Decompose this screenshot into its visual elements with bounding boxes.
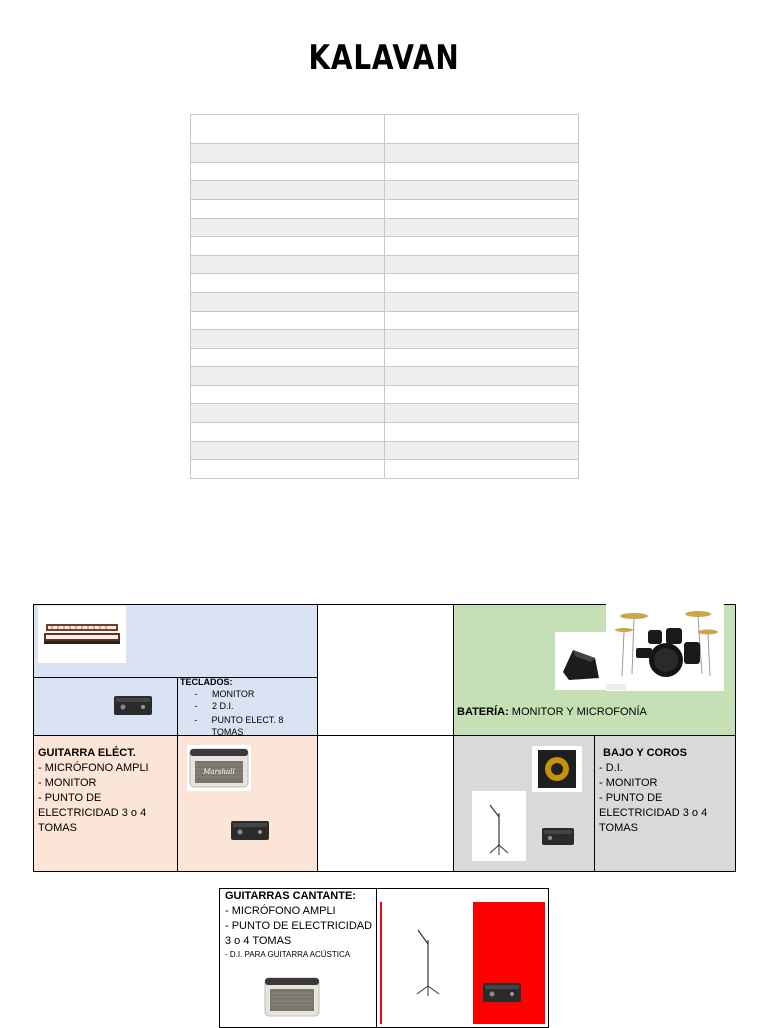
input-list-cell (191, 441, 385, 460)
input-list-cell (385, 292, 579, 311)
bass-amp-image (532, 746, 582, 792)
input-list-cell (191, 200, 385, 219)
keys-text (180, 676, 316, 738)
mic-stand-bass (472, 791, 526, 861)
singer-small-line: - D.I. PARA GUITARRA ACÚSTICA (225, 950, 351, 959)
input-list-cell (385, 200, 579, 219)
input-list-cell (191, 460, 385, 479)
keys-item-row: - MONITOR (194, 689, 255, 699)
keys-item-row: - PUNTO ELECT. 8 TOMAS (180, 714, 316, 738)
guitar-line: - MONITOR (38, 777, 97, 789)
input-list-row (191, 162, 579, 181)
singer-amp-image (262, 975, 322, 1019)
mic-stand-singer (404, 924, 450, 1003)
bass-heading: BAJO Y COROS (603, 747, 687, 759)
input-list-row (191, 200, 579, 219)
input-list-cell (385, 255, 579, 274)
bass-line: - D.I. (599, 762, 623, 774)
input-list-cell (191, 422, 385, 441)
singer-line: - MICRÓFONO AMPLI (225, 905, 336, 917)
input-list-row (191, 330, 579, 349)
guitar-line: - MICRÓFONO AMPLI (38, 762, 149, 774)
di-box-keys (113, 694, 153, 721)
input-list-cell (191, 385, 385, 404)
input-list-cell (385, 422, 579, 441)
guitar-amp-image (187, 745, 251, 791)
keys-item-row: - 2 D.I. (194, 701, 234, 711)
input-list-row (191, 367, 579, 386)
page-title: KALAVAN (308, 38, 460, 78)
input-list-cell (191, 162, 385, 181)
input-list-cell (191, 237, 385, 256)
guitar-text (38, 746, 176, 836)
di-box-bass (541, 826, 575, 851)
input-list-table (190, 114, 579, 479)
input-list-cell (385, 274, 579, 293)
input-list-row (191, 404, 579, 423)
singer-heading: GUITARRAS CANTANTE: (225, 890, 356, 902)
drum-kit-image (606, 604, 724, 691)
input-list-row (191, 311, 579, 330)
input-list-row (191, 460, 579, 479)
input-list-row (191, 144, 579, 163)
input-list-cell (191, 115, 385, 144)
input-list-row (191, 237, 579, 256)
input-list-cell (385, 330, 579, 349)
input-list-cell (191, 311, 385, 330)
input-list-cell (385, 237, 579, 256)
input-list-row (191, 218, 579, 237)
bass-line: - PUNTO DE (599, 792, 663, 804)
input-list-row (191, 255, 579, 274)
input-list-cell (385, 311, 579, 330)
center-cell-top (317, 604, 454, 736)
di-box-guitar (230, 819, 270, 846)
input-list-cell (385, 181, 579, 200)
input-list-cell (385, 144, 579, 163)
bass-text (599, 746, 734, 836)
input-list-cell (191, 292, 385, 311)
input-list-row (191, 385, 579, 404)
input-list-cell (385, 460, 579, 479)
input-list-row (191, 441, 579, 460)
singer-text (225, 889, 375, 961)
singer-line: 3 o 4 TOMAS (225, 935, 292, 947)
center-cell-bottom (317, 735, 454, 872)
input-list-cell (191, 348, 385, 367)
input-list-cell (191, 144, 385, 163)
input-list-cell (191, 218, 385, 237)
input-list-cell (385, 404, 579, 423)
input-list-row (191, 115, 579, 144)
input-list-cell (191, 274, 385, 293)
di-box-singer (482, 981, 522, 1008)
organ-image (38, 606, 126, 663)
input-list-cell (385, 348, 579, 367)
keys-item: PUNTO ELECT. 8 TOMAS (211, 715, 284, 737)
input-list-row (191, 422, 579, 441)
input-list-cell (191, 181, 385, 200)
singer-line: - PUNTO DE ELECTRICIDAD (225, 920, 373, 932)
input-list-cell (385, 115, 579, 144)
red-divider-line (380, 902, 382, 1024)
keys-item: 2 D.I. (212, 701, 234, 711)
bass-line: TOMAS (599, 822, 638, 834)
keys-heading: TECLADOS: (180, 677, 233, 687)
guitar-line: ELECTRICIDAD 3 o 4 (38, 807, 147, 819)
input-list-cell (191, 404, 385, 423)
input-list-row (191, 348, 579, 367)
drums-text (457, 705, 647, 720)
input-list-cell (191, 367, 385, 386)
drums-description: MONITOR Y MICROFONÍA (511, 706, 647, 718)
keys-item: MONITOR (212, 689, 255, 699)
input-list-cell (385, 367, 579, 386)
input-list-cell (191, 255, 385, 274)
bass-line: ELECTRICIDAD 3 o 4 (599, 807, 708, 819)
keys-area-bottom (33, 677, 178, 736)
input-list-cell (385, 385, 579, 404)
drum-monitor-image (555, 632, 607, 690)
guitar-heading: GUITARRA ELÉCT. (38, 747, 136, 759)
input-list-cell (385, 218, 579, 237)
input-list-cell (191, 330, 385, 349)
guitar-line: TOMAS (38, 822, 77, 834)
drums-heading: BATERÍA: (457, 706, 509, 718)
input-list-row (191, 181, 579, 200)
guitar-line: - PUNTO DE (38, 792, 102, 804)
input-list-cell (385, 162, 579, 181)
input-list-row (191, 274, 579, 293)
input-list-cell (385, 441, 579, 460)
amp-brand-logo: Marshall (203, 768, 235, 776)
bass-line: - MONITOR (599, 777, 658, 789)
input-list-row (191, 292, 579, 311)
